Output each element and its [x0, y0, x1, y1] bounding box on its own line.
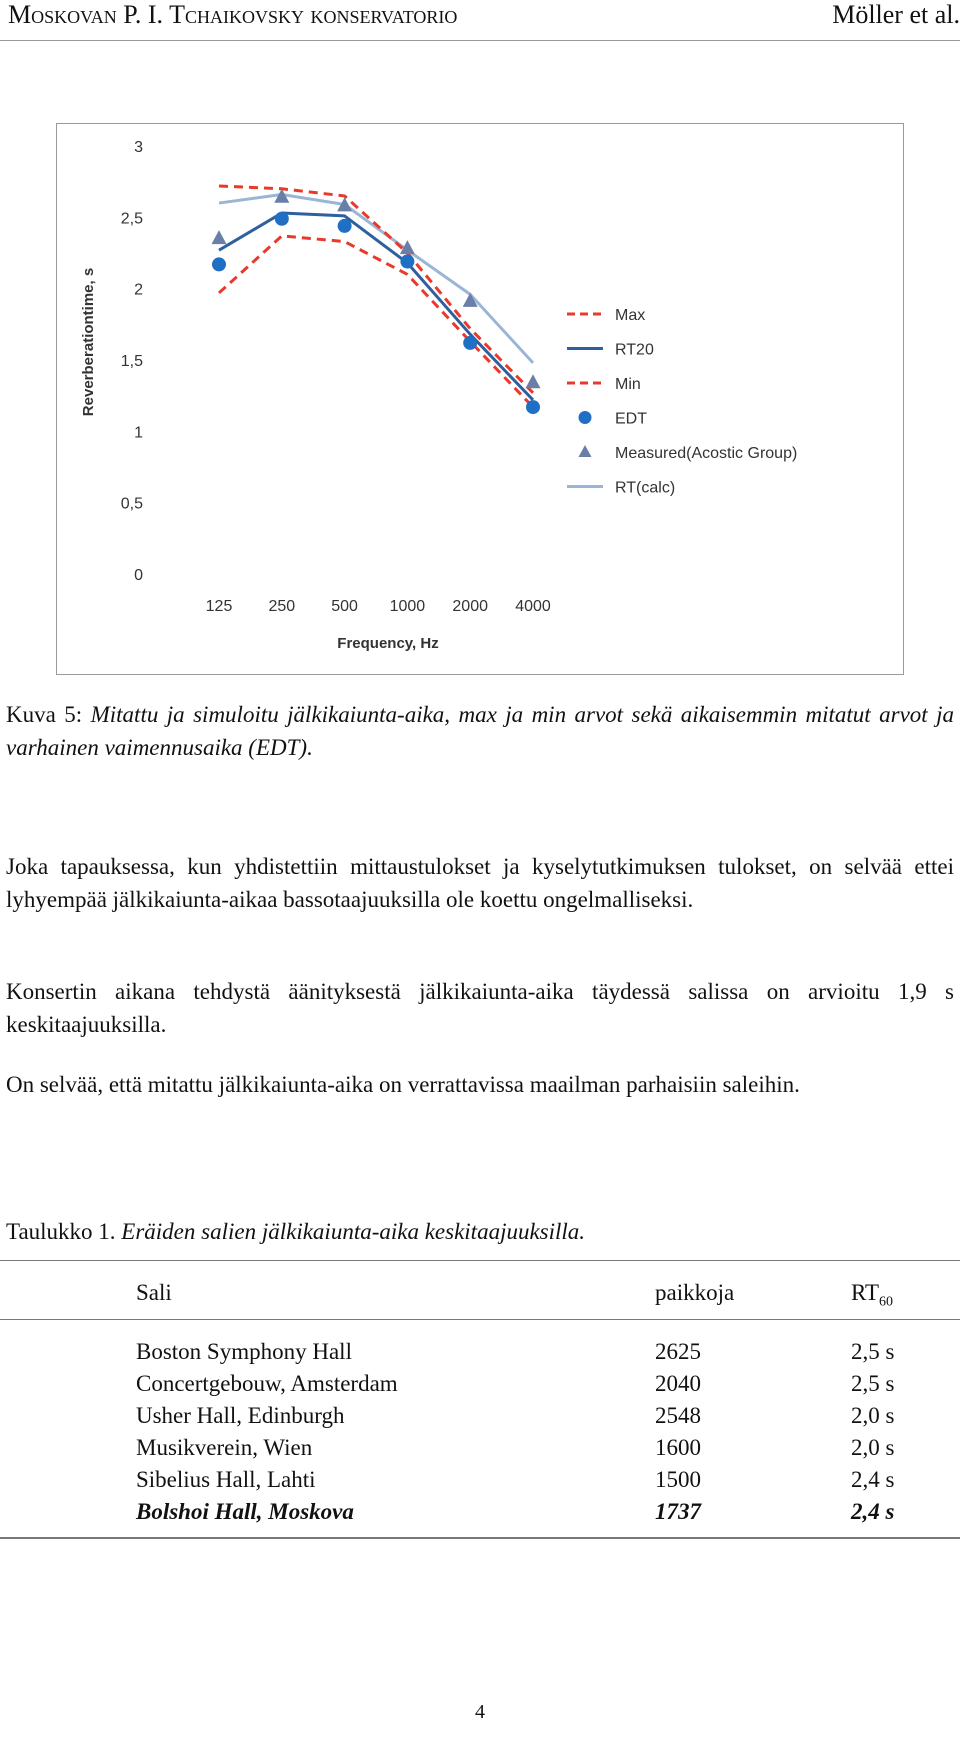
table-header-hall: Sali — [136, 1280, 172, 1305]
table-cell-seats: 1600 — [655, 1435, 701, 1460]
figure-caption-text: Mitattu ja simuloitu jälkikaiunta-aika, max ja min arvot sekä aikaisemmin mitatut arvot ja varhainen vaimennusaika (EDT). — [6, 702, 954, 760]
figure-caption — [6, 698, 954, 764]
y-tick-label: 1,5 — [120, 353, 143, 370]
y-tick-label: 0,5 — [120, 495, 143, 513]
y-tick-label: 2 — [134, 281, 143, 299]
y-tick-label: 3 — [134, 139, 143, 156]
edt-point — [212, 257, 226, 271]
legend-label-measured-acostic-group-: Measured(Acostic Group) — [615, 445, 798, 462]
series-line-min — [219, 236, 533, 407]
table-cell-seats: 2040 — [655, 1371, 701, 1396]
table-cell-seats: 2548 — [655, 1403, 701, 1428]
x-tick-label: 4000 — [515, 598, 551, 615]
running-header-authors: Möller et al. — [832, 0, 960, 29]
reverberation-chart — [57, 124, 905, 676]
table-top-rule — [0, 1260, 960, 1261]
table-header-rt-label: RT — [851, 1280, 880, 1305]
table-cell-rt: 2,0 s — [851, 1435, 895, 1460]
x-tick-label: 2000 — [452, 598, 488, 615]
table-cell-rt: 2,4 s — [851, 1499, 895, 1524]
table-cell-rt: 2,5 s — [851, 1371, 895, 1396]
edt-point — [338, 219, 352, 233]
table-caption-text: Eräiden salien jälkikaiunta-aika keskitaajuuksilla. — [121, 1219, 586, 1244]
series-line-max — [219, 186, 533, 393]
table-row — [0, 1400, 960, 1432]
x-axis-label: Frequency, Hz — [337, 635, 439, 652]
body-paragraph: On selvää, että mitattu jälkikaiunta-aika on verrattavissa maailman parhaisiin saleihin. — [6, 1072, 800, 1097]
x-tick-label: 250 — [268, 598, 296, 615]
table-cell-hall: Sibelius Hall, Lahti — [136, 1467, 316, 1492]
edt-point — [463, 336, 477, 350]
table-row — [0, 1336, 960, 1368]
header-rule — [0, 40, 960, 41]
table-cell-seats: 1500 — [655, 1467, 701, 1492]
y-tick-label: 1 — [134, 424, 143, 442]
table-cell-rt: 2,4 s — [851, 1467, 895, 1492]
edt-point — [400, 255, 414, 269]
table-caption — [6, 1215, 585, 1248]
table-header-rt — [851, 1278, 893, 1318]
figure-chart — [56, 123, 904, 675]
table-bottom-rule — [0, 1537, 960, 1539]
table-cell-hall: Concertgebouw, Amsterdam — [136, 1371, 398, 1396]
table-caption-label: Taulukko 1. — [6, 1219, 116, 1244]
edt-point — [526, 400, 540, 414]
table-row — [0, 1432, 960, 1464]
legend-label-edt: EDT — [615, 410, 647, 428]
measured-point — [212, 230, 227, 244]
table-cell-rt: 2,5 s — [851, 1339, 895, 1364]
page-number: 4 — [475, 1701, 485, 1723]
legend-swatch-edt — [579, 411, 592, 424]
running-header-title: Moskovan P. I. Tchaikovsky konservatorio — [8, 0, 458, 29]
table-cell-hall: Musikverein, Wien — [136, 1435, 313, 1460]
y-tick-label: 0 — [134, 567, 143, 584]
legend-label-max: Max — [615, 307, 646, 324]
y-axis-label: Reverberationtime, s — [80, 267, 97, 417]
series-line-rt20 — [219, 213, 533, 400]
legend-label-min: Min — [615, 376, 641, 393]
table-cell-hall: Boston Symphony Hall — [136, 1339, 352, 1364]
figure-caption-label: Kuva 5: — [6, 702, 83, 727]
table-cell-seats: 1737 — [655, 1499, 701, 1524]
table-header-rt-subscript: 60 — [879, 1294, 894, 1310]
x-tick-label: 125 — [205, 598, 233, 615]
table-row — [0, 1368, 960, 1400]
table-cell-hall: Bolshoi Hall, Moskova — [136, 1499, 354, 1524]
table-header-rule — [0, 1319, 960, 1320]
x-tick-label: 1000 — [389, 598, 426, 615]
table-row-highlighted — [0, 1496, 960, 1528]
body-paragraph: Konsertin aikana tehdystä äänityksestä jälkikaiunta-aika täydessä salissa on arvioitu 1,9 s keskitaajuuksilla. — [6, 979, 954, 1037]
table-cell-seats: 2625 — [655, 1339, 701, 1364]
legend-label-rt-calc-: RT(calc) — [615, 479, 676, 497]
legend-swatch-measured-acostic-group- — [579, 445, 592, 457]
edt-point — [275, 212, 289, 226]
y-tick-label: 2,5 — [120, 210, 143, 228]
table-cell-hall: Usher Hall, Edinburgh — [136, 1403, 345, 1428]
x-tick-label: 500 — [331, 598, 358, 615]
body-paragraph: Joka tapauksessa, kun yhdistettiin mittaustulokset ja kyselytutkimuksen tulokset, on selvää ettei lyhyempää jälkikaiunta-aikaa bassotaajuuksilla ole koettu ongelmalliseksi. — [6, 854, 954, 912]
measured-point — [526, 374, 541, 388]
legend-label-rt20: RT20 — [615, 341, 654, 359]
table-cell-rt: 2,0 s — [851, 1403, 895, 1428]
series-line-rt-calc- — [219, 195, 533, 363]
table-row — [0, 1464, 960, 1496]
table-header-seats: paikkoja — [655, 1280, 735, 1305]
